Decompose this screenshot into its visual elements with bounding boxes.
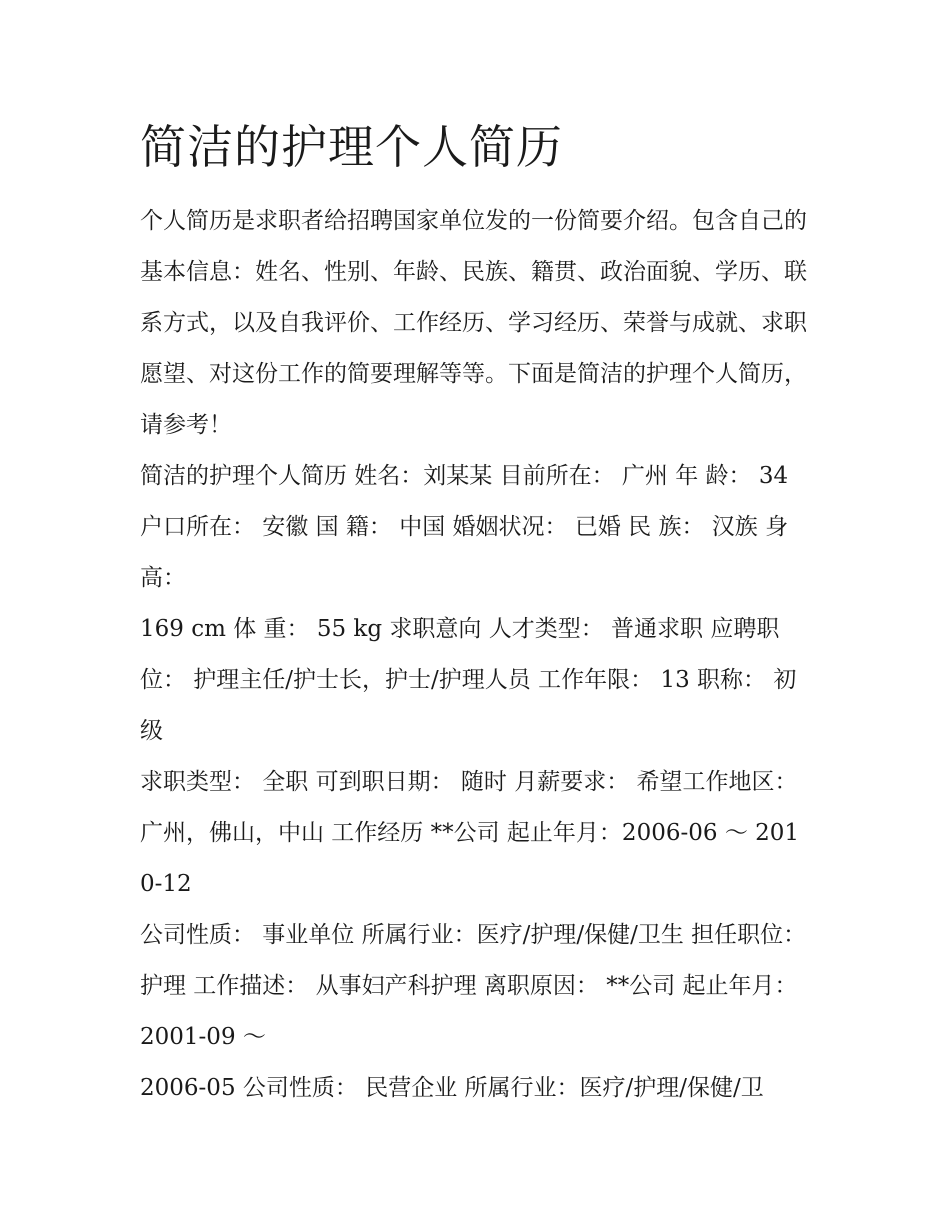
work-experience-continued-paragraph: 2006-05 公司性质： 民营企业 所属行业：医疗/护理/保健/卫 <box>140 1075 764 1101</box>
basic-info-paragraph: 简洁的护理个人简历 姓名：刘某某 目前所在： 广州 年 龄： 34 户口所在： 安徽 国 籍： 中国 婚姻状况： 已婚 民 族： 汉族 身 高： <box>140 463 789 591</box>
job-type-paragraph: 求职类型： 全职 可到职日期： 随时 月薪要求： 希望工作地区： 广州，佛山，中山 工作经历 **公司 起止年月：2006-06 ～ 2010-12 <box>140 769 800 897</box>
intro-paragraph: 个人简历是求职者给招聘国家单位发的一份简要介绍。包含自己的基本信息：姓名、性别、年龄、民族、籍贯、政治面貌、学历、联系方式，以及自我评价、工作经历、学习经历、荣誉与成就、求职愿望、对这份工作的简要理解等等。下面是简洁的护理个人简历，请参考！ <box>140 208 807 438</box>
job-intent-paragraph: 169 cm 体 重： 55 kg 求职意向 人才类型： 普通求职 应聘职位： 护理主任/护士长，护士/护理人员 工作年限： 13 职称： 初级 <box>140 616 797 744</box>
document-title: 简洁的护理个人简历 <box>140 120 563 174</box>
work-experience-paragraph: 公司性质： 事业单位 所属行业：医疗/护理/保健/卫生 担任职位： 护理 工作描述： 从事妇产科护理 离职原因： **公司 起止年月：2001-09 ～ <box>140 922 807 1050</box>
document-body <box>140 112 812 1114</box>
